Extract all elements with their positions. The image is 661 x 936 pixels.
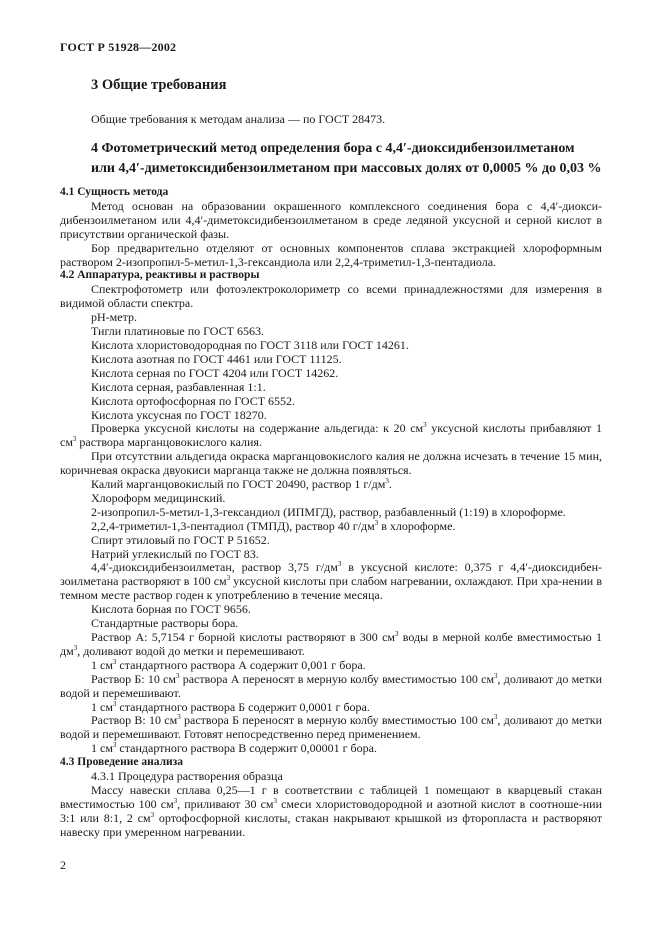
paragraph: Кислота уксусная по ГОСТ 18270. — [91, 407, 267, 422]
paragraph: Метод основан на образовании окрашенного комплексного соединения бора с 4,4′-диокси-дибензоилметаном или 4,4′-диметоксидибензоилметаном в среде ледяной уксусной и серной кислот в присутствии органической фазы. — [60, 198, 602, 241]
subsection-heading: 4.2 Аппаратура, реактивы и растворы — [60, 269, 260, 282]
paragraph: Массу навески сплава 0,25—1 г в соответствии с таблицей 1 помещают в кварцевый стакан вместимостью 100 $см^3$, приливают 30 $см^3$ смеси хлористоводородной и азотной кислот в соотноше-нии 3:1 или 8:1, 2 $см^3$ ортофосфорной кислоты, стакан накрывают крышкой из фторопласта и растворяют навеску при умеренном нагревании. — [60, 782, 603, 839]
paragraph: 1 $см^3$ стандартного раствора А содержит 0,001 г бора. — [91, 657, 366, 672]
paragraph: 2,2,4-триметил-1,3-пентадиол (ТМПД), раствор 40 $г/дм^3$ в хлороформе. — [91, 518, 456, 533]
section-4-title — [91, 139, 623, 179]
paragraph: Хлороформ медицинский. — [91, 490, 226, 505]
document-header: ГОСТ Р 51928—2002 — [60, 40, 177, 54]
paragraph: Раствор А: 5,7154 г борной кислоты растворяют в 300 $см^3$ воды в мерной колбе вместимостью 1 $дм^3$, доливают водой до метки и перемешивают. — [60, 630, 602, 658]
subsection-heading: 4.1 Сущность метода — [60, 186, 169, 198]
paragraph: 1 $см^3$ стандартного раствора В содержит 0,00001 г бора. — [91, 741, 377, 756]
paragraph: Стандартные растворы бора. — [91, 616, 239, 631]
paragraph: Спектрофотометр или фотоэлектроколориметр со всеми принадлежностями для измерения в видимой области спектра. — [60, 282, 602, 311]
paragraph: Калий марганцовокислый по ГОСТ 20490, раствор 1 $г/дм^3$. — [91, 477, 392, 492]
section-3-title: 3 Общие требования — [91, 77, 227, 93]
paragraph: 1 $см^3$ стандартного раствора Б содержит 0,0001 г бора. — [91, 699, 370, 714]
paragraph: Натрий углекислый по ГОСТ 83. — [91, 546, 259, 561]
paragraph: Кислота хлористоводородная по ГОСТ 3118 или ГОСТ 14261. — [91, 337, 409, 352]
paragraph: Бор предварительно отделяют от основных компонентов сплава экстракцией хлороформным раствором 2-изопропил-5-метил-1,3-гександиола или 2,2,4-триметил-1,3-пентадиола. — [60, 240, 602, 269]
paragraph: 2-изопропил-5-метил-1,3-гександиол (ИПМГД), раствор, разбавленный (1:19) в хлороформе. — [91, 504, 566, 519]
section-4-body — [60, 186, 602, 840]
paragraph: Спирт этиловый по ГОСТ Р 51652. — [91, 532, 270, 547]
section-3-text: Общие требования к методам анализа — по ГОСТ 28473. — [91, 112, 386, 126]
paragraph: Кислота борная по ГОСТ 9656. — [91, 602, 251, 617]
paragraph: pH-метр. — [91, 310, 137, 325]
subsection-heading: 4.3 Проведение анализа — [60, 756, 184, 769]
paragraph: При отсутствии альдегида окраска марганцовокислого калия не должна исчезать в течение 15 мин, коричневая окраска двуокиси марганца также не должна появляться. — [60, 449, 602, 478]
paragraph: 4,4′-диоксидибензоилметан, раствор 3,75 $г/дм^3$ в уксусной кислоте: 0,375 г 4,4′-диоксидибен-зоилметана растворяют в 100 $см^3$ уксусной кислоты при слабом нагревании, охлаждают. При хра-нении в темном месте раствор годен к употреблению в течение месяца. — [60, 560, 602, 603]
paragraph: Раствор Б: 10 $см^3$ раствора А переносят в мерную колбу вместимостью 100 $см^3$, доливают до метки водой и перемешивают. — [60, 671, 602, 700]
paragraph: Проверка уксусной кислоты на содержание альдегида: к 20 $см^3$ уксусной кислоты прибавляют 1 $см^3$ раствора марганцовокислого калия. — [60, 421, 602, 450]
paragraph: Раствор В: 10 $см^3$ раствора Б переносят в мерную колбу вместимостью 100 $см^3$, доливают до метки водой и перемешивают. Готовят непосредственно перед применением. — [60, 713, 602, 742]
paragraph: 4.3.1 Процедура растворения образца — [91, 769, 283, 784]
section-4-title-line-1: 4 Фотометрический метод определения бора с 4,4′-диоксидибензоилметаном — [91, 141, 575, 156]
page-number: 2 — [60, 858, 66, 872]
section-4-title-line-2: или 4,4′-диметоксидибензоилметаном при массовых долях от 0,0005 % до 0,03 % — [91, 161, 602, 176]
paragraph: Кислота серная, разбавленная 1:1. — [91, 379, 266, 394]
paragraph: Кислота серная по ГОСТ 4204 или ГОСТ 14262. — [91, 365, 339, 380]
paragraph: Кислота азотная по ГОСТ 4461 или ГОСТ 11125. — [91, 351, 342, 366]
paragraph: Кислота ортофосфорная по ГОСТ 6552. — [91, 393, 296, 408]
paragraph: Тигли платиновые по ГОСТ 6563. — [91, 324, 264, 339]
